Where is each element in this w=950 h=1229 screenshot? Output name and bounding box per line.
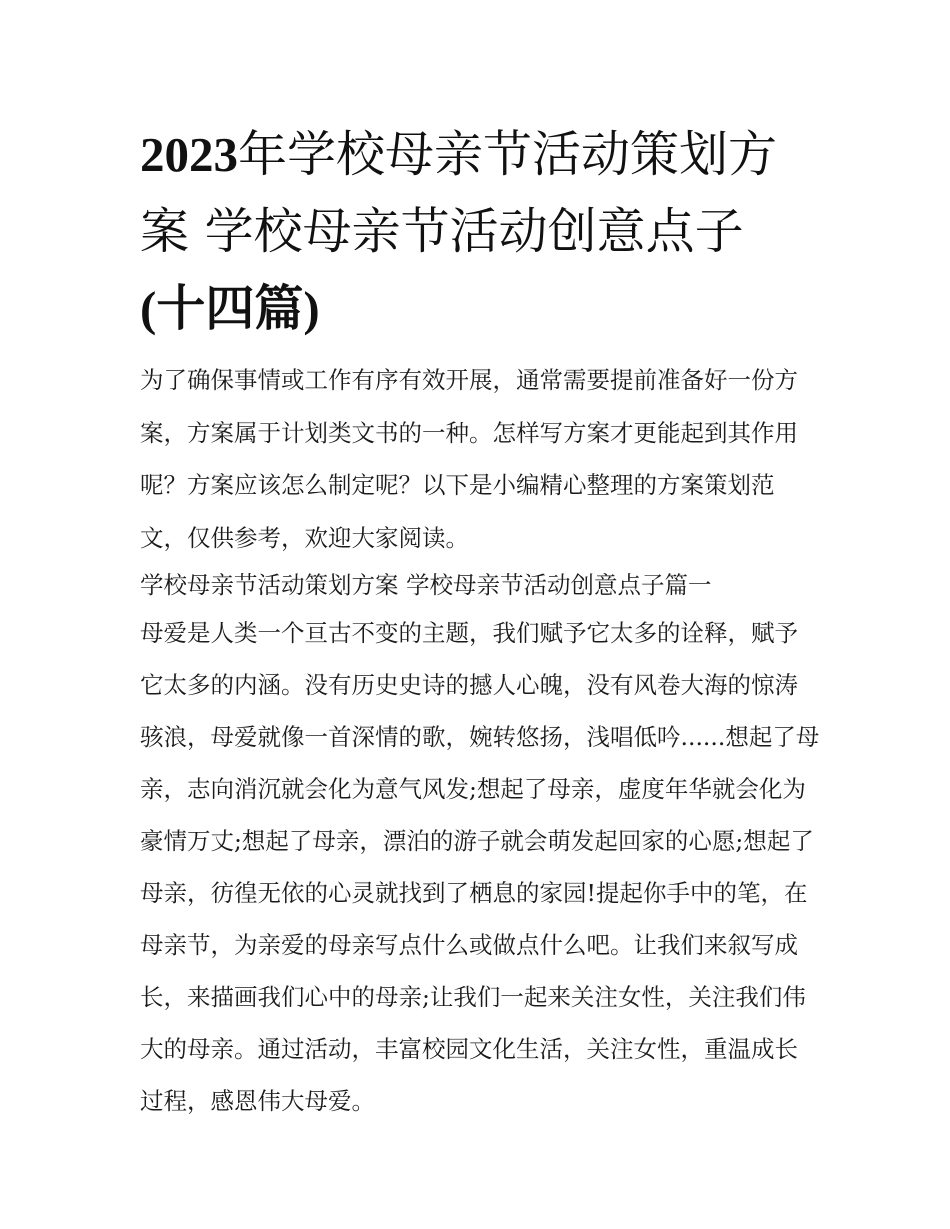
title-year: 2023 xyxy=(140,127,238,182)
title-suffix: (十四篇) xyxy=(140,281,320,336)
intro-paragraph: 为了确保事情或工作有序有效开展，通常需要提前准备好一份方案，方案属于计划类文书的一种。怎样写方案才更能起到其作用呢？方案应该怎么制定呢？以下是小编精心整理的方案策划范文，仅供参考，欢迎大家阅读。 xyxy=(140,366,798,552)
document-title xyxy=(140,116,820,347)
title-main: 年学校母亲节活动策划方案 学校母亲节活动创意点子 xyxy=(140,126,778,260)
section-body-paragraph: 母爱是人类一个亘古不变的主题，我们赋予它太多的诠释，赋予它太多的内涵。没有历史史诗的撼人心魄，没有风卷大海的惊涛骇浪，母爱就像一首深情的歌，婉转悠扬，浅唱低吟......想起了母亲，志向消沉就会化为意气风发;想起了母亲，虚度年华就会化为豪情万丈;想起了母亲，漂泊的游子就会萌发起回家的心愿;想起了母亲，彷徨无依的心灵就找到了栖息的家园!提起你手中的笔，在母亲节，为亲爱的母亲写点什么或做点什么吧。让我们来叙写成长，来描画我们心中的母亲;让我们一起来关注女性，关注我们伟大的母亲。通过活动，丰富校园文化生活，关注女性，重温成长过程，感恩伟大母爱。 xyxy=(140,619,820,1115)
section-heading: 学校母亲节活动策划方案 学校母亲节活动创意点子篇一 xyxy=(140,571,712,599)
